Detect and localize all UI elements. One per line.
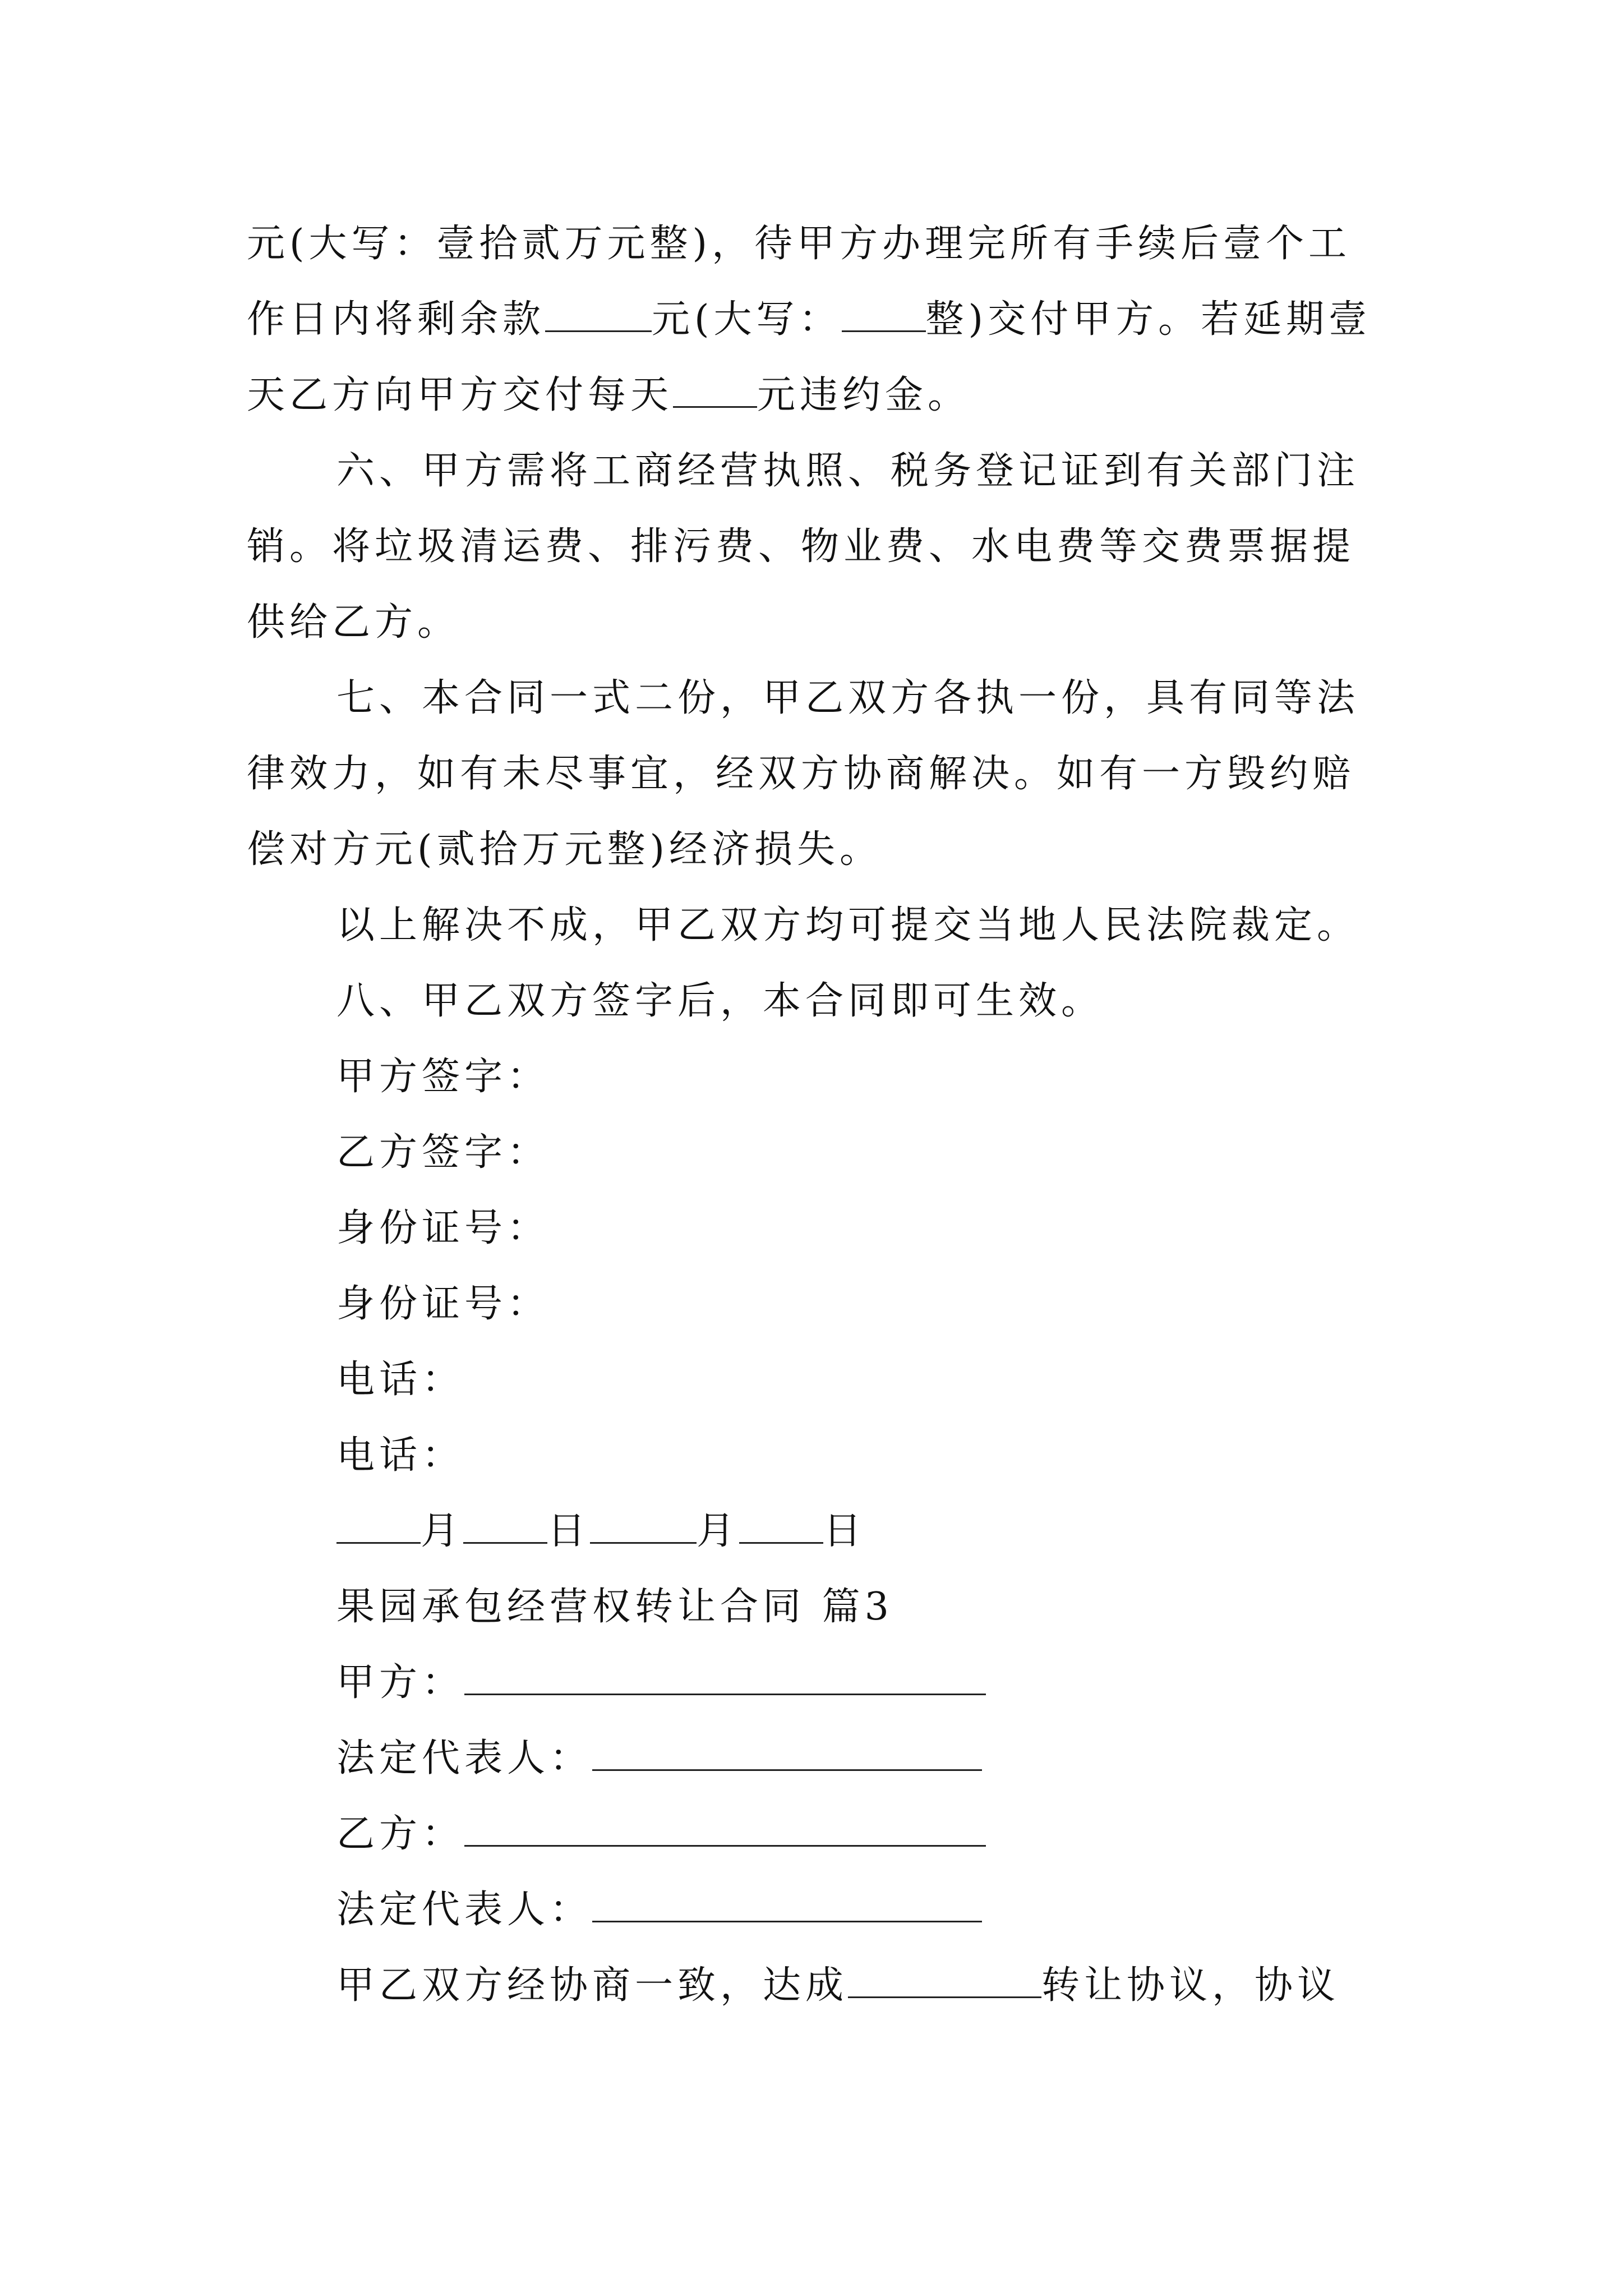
paragraph-text: 元违约金。 bbox=[757, 373, 971, 417]
fill-blank bbox=[545, 298, 652, 332]
paragraph-text: 偿对方元(贰拾万元整)经济损失。 bbox=[247, 827, 883, 872]
paragraph-text: 作日内将剩余款 bbox=[247, 297, 546, 342]
paragraph-text: 销。将垃圾清运费、排污费、物业费、水电费等交费票据提 bbox=[247, 524, 1355, 569]
section-title bbox=[336, 1585, 893, 1630]
text-line bbox=[336, 449, 1359, 494]
form-line bbox=[336, 1736, 982, 1781]
text-line bbox=[247, 827, 882, 872]
party-b-signature-label: 乙方签字： bbox=[336, 1130, 550, 1175]
signature-line bbox=[336, 1206, 550, 1251]
fill-blank bbox=[592, 1737, 982, 1771]
paragraph-text: 七、本合同一式二份，甲乙双方各执一份，具有同等法 bbox=[336, 676, 1360, 720]
phone-label: 电话： bbox=[336, 1433, 465, 1478]
paragraph-text: 天乙方向甲方交付每天 bbox=[247, 373, 674, 417]
month-label: 月 bbox=[697, 1509, 740, 1553]
legal-rep-label: 法定代表人： bbox=[336, 1888, 593, 1932]
signature-line bbox=[336, 1358, 464, 1402]
paragraph-text: 甲乙双方经协商一致，达成 bbox=[336, 1963, 849, 2008]
text-line bbox=[336, 903, 1359, 948]
paragraph-text: 元(大写：壹拾贰万元整)，待甲方办理完所有手续后壹个工 bbox=[247, 222, 1352, 266]
text-line bbox=[336, 1963, 1340, 2008]
fill-blank bbox=[673, 374, 757, 408]
text-line bbox=[247, 600, 460, 645]
legal-rep-label: 法定代表人： bbox=[336, 1736, 593, 1780]
form-line bbox=[336, 1660, 986, 1705]
fill-blank bbox=[842, 298, 926, 332]
fill-blank bbox=[848, 1964, 1041, 1998]
signature-line bbox=[336, 1433, 464, 1478]
form-line bbox=[336, 1812, 986, 1857]
text-line bbox=[247, 524, 1355, 569]
paragraph-text: 整)交付甲方。若延期壹 bbox=[925, 297, 1372, 342]
fill-blank bbox=[590, 1510, 697, 1544]
paragraph-text: 六、甲方需将工商经营执照、税务登记证到有关部门注 bbox=[336, 449, 1360, 493]
fill-blank bbox=[336, 1510, 421, 1544]
paragraph-text: 八、甲乙双方签字后，本合同即可生效。 bbox=[336, 979, 1104, 1023]
fill-blank bbox=[464, 1812, 986, 1847]
date-line bbox=[336, 1509, 866, 1554]
phone-label: 电话： bbox=[336, 1358, 465, 1402]
text-line bbox=[247, 373, 970, 418]
signature-line bbox=[336, 1055, 550, 1099]
id-number-label: 身份证号： bbox=[336, 1206, 550, 1250]
paragraph-text: 转让协议，协议 bbox=[1041, 1963, 1340, 2008]
fill-blank bbox=[464, 1661, 986, 1695]
paragraph-text: 以上解决不成，甲乙双方均可提交当地人民法院裁定。 bbox=[336, 903, 1360, 947]
party-a-signature-label: 甲方签字： bbox=[336, 1055, 550, 1099]
signature-line bbox=[336, 1130, 550, 1175]
paragraph-text: 元(大写： bbox=[652, 297, 842, 342]
text-line bbox=[247, 297, 1371, 342]
day-label: 日 bbox=[547, 1509, 591, 1553]
text-line bbox=[336, 676, 1359, 721]
day-label: 日 bbox=[823, 1509, 866, 1553]
text-line bbox=[247, 752, 1355, 797]
form-line bbox=[336, 1888, 982, 1932]
id-number-label: 身份证号： bbox=[336, 1282, 550, 1326]
text-line bbox=[336, 979, 1104, 1024]
text-line bbox=[247, 222, 1351, 266]
party-b-label: 乙方： bbox=[336, 1812, 465, 1856]
party-a-label: 甲方： bbox=[336, 1660, 465, 1705]
fill-blank bbox=[463, 1510, 547, 1544]
fill-blank bbox=[739, 1510, 823, 1544]
signature-line bbox=[336, 1282, 550, 1327]
section-title-text: 果园承包经营权转让合同 篇3 bbox=[336, 1585, 893, 1629]
fill-blank bbox=[592, 1888, 982, 1922]
paragraph-text: 供给乙方。 bbox=[247, 600, 460, 645]
month-label: 月 bbox=[421, 1509, 464, 1553]
paragraph-text: 律效力，如有未尽事宜，经双方协商解决。如有一方毁约赔 bbox=[247, 752, 1355, 796]
